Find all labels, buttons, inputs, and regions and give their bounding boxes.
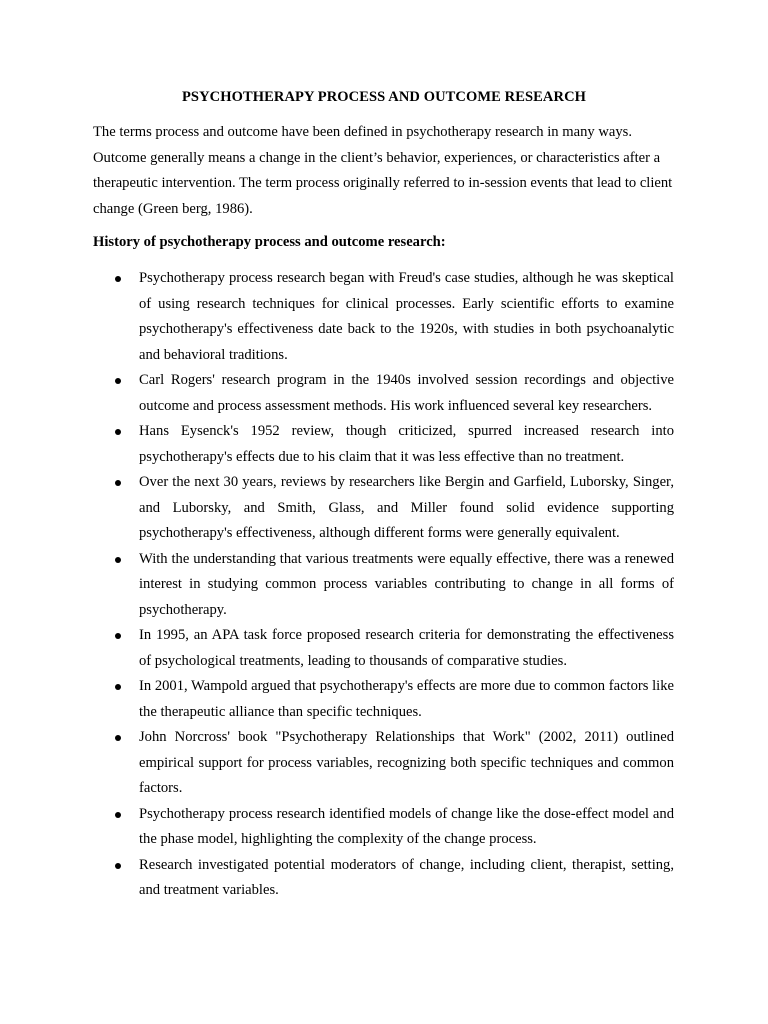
- bullet-icon: [115, 812, 121, 818]
- bullet-text: With the understanding that various treatments were equally effective, there was a renewed interest in studying common process variables contributing to change in all forms of psychotherapy.: [139, 550, 674, 618]
- list-item: [0, 802, 768, 853]
- bullet-text: Hans Eysenck's 1952 review, though criticized, spurred increased research into psychotherapy's effects due to his claim that it was less effective than no treatment.: [139, 423, 674, 465]
- list-item: [0, 470, 768, 547]
- history-heading: History of psychotherapy process and outcome research:: [93, 234, 446, 250]
- bullet-text: In 2001, Wampold argued that psychotherapy's effects are more due to common factors like the therapeutic alliance than specific techniques.: [139, 678, 674, 720]
- list-item: [0, 419, 768, 470]
- bullet-icon: [115, 735, 121, 741]
- history-bullet-list: [0, 266, 768, 904]
- list-item: [0, 368, 768, 419]
- document-title: PSYCHOTHERAPY PROCESS AND OUTCOME RESEARCH: [181, 89, 587, 105]
- bullet-icon: [115, 276, 121, 282]
- bullet-icon: [115, 378, 121, 384]
- bullet-text: Psychotherapy process research began with Freud's case studies, although he was skeptical of using research techniques for clinical processes. Early scientific efforts to examine psychotherapy's effectiveness date back to the 1920s, with studies in both psychoanalytic and behavioral traditions.: [139, 270, 674, 363]
- bullet-text: John Norcross' book "Psychotherapy Relationships that Work" (2002, 2011) outlined empirical support for process variables, recognizing both specific techniques and common factors.: [139, 729, 674, 796]
- bullet-icon: [115, 480, 121, 486]
- bullet-icon: [115, 684, 121, 690]
- bullet-text: Over the next 30 years, reviews by researchers like Bergin and Garfield, Luborsky, Singer, and Luborsky, and Smith, Glass, and Miller found solid evidence supporting psychotherapy's effectiveness, although different forms were generally equivalent.: [139, 474, 674, 541]
- bullet-icon: [115, 863, 121, 869]
- list-item: [0, 623, 768, 674]
- list-item: [0, 674, 768, 725]
- bullet-text: Carl Rogers' research program in the 1940s involved session recordings and objective outcome and process assessment methods. His work influenced several key researchers.: [139, 372, 674, 414]
- bullet-icon: [115, 429, 121, 435]
- bullet-icon: [115, 633, 121, 639]
- bullet-text: Research investigated potential moderators of change, including client, therapist, setting, and treatment variables.: [139, 856, 674, 898]
- intro-paragraph: The terms process and outcome have been defined in psychotherapy research in many ways. Outcome generally means a change in the client’s behavior, experiences, or characteristics after a therapeutic intervention. The term process originally referred to in-session events that lead to client change (Green berg, 1986).: [93, 124, 673, 217]
- list-item: [0, 853, 768, 904]
- bullet-text: In 1995, an APA task force proposed research criteria for demonstrating the effectiveness of psychological treatments, leading to thousands of comparative studies.: [139, 627, 674, 669]
- bullet-text: Psychotherapy process research identified models of change like the dose-effect model and the phase model, highlighting the complexity of the change process.: [139, 805, 674, 847]
- list-item: [0, 266, 768, 368]
- list-item: [0, 725, 768, 802]
- list-item: [0, 547, 768, 624]
- bullet-icon: [115, 557, 121, 563]
